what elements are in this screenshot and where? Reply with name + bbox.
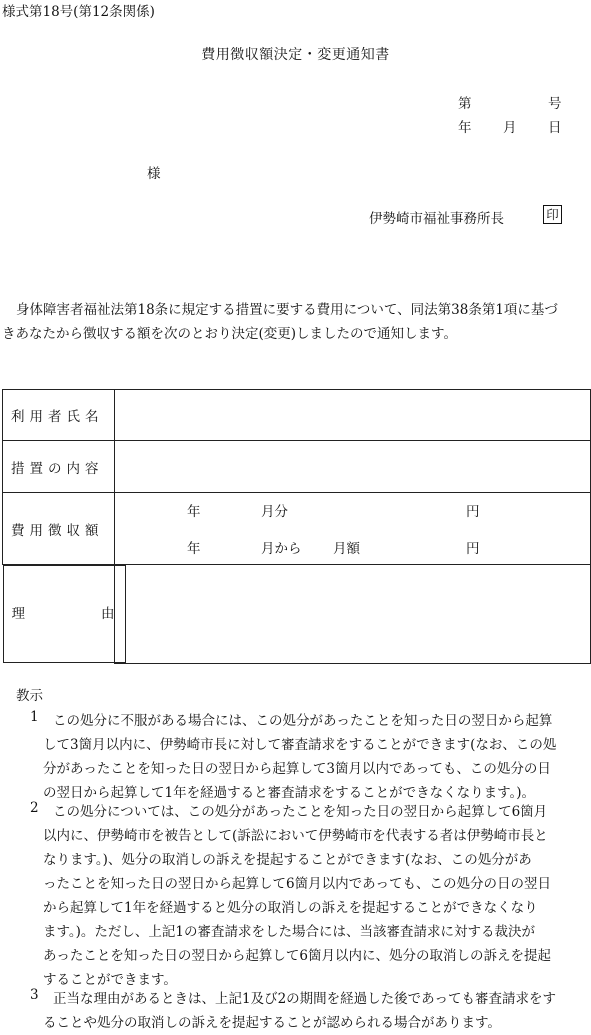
intro-line-1: 身体障害者福祉法第18条に規定する措置に要する費用について、同法第38条第1項に基づ bbox=[16, 302, 558, 318]
table-row-fee bbox=[3, 493, 591, 565]
issuer-name: 伊勢崎市福祉事務所長 bbox=[369, 211, 504, 227]
note-line: この処分については、この処分があったことを知った日の翌日から起算して6箇月 bbox=[53, 804, 548, 820]
note-line: 正当な理由があるときは、上記1及び2の期間を経過した後であっても審査請求をす bbox=[53, 991, 557, 1007]
note-number: 2 bbox=[30, 800, 39, 816]
note-line: ることや処分の取消しの訴えを提起することが認められる場合があります。 bbox=[43, 1015, 501, 1031]
fee-line1-yen: 円 bbox=[466, 504, 480, 520]
note-line: 以内に、伊勢崎市を被告として(訴訟において伊勢崎市を代表する者は伊勢崎市長と bbox=[43, 828, 548, 844]
note-line: なります。)、処分の取消しの訴えを提起することができます(なお、この処分があ bbox=[43, 852, 532, 868]
measure-content-header: 措置の内容 bbox=[3, 441, 115, 493]
reason-cell bbox=[115, 565, 591, 664]
table-row-measure bbox=[3, 441, 591, 493]
table-row-reason bbox=[3, 565, 591, 664]
note-number: 3 bbox=[30, 987, 39, 1003]
document-title: 費用徴収額決定・変更通知書 bbox=[201, 47, 390, 63]
fee-line2-monthly: 月額 bbox=[333, 541, 360, 557]
note-line: から起算して1年を経過すると処分の取消しの訴えを提起することができなくなり bbox=[43, 900, 538, 916]
fee-line1-month: 月分 bbox=[261, 504, 288, 520]
note-line: の翌日から起算して1年を経過すると審査請求をすることができなくなります。)。 bbox=[43, 785, 536, 801]
date-year-label: 年 bbox=[458, 120, 472, 136]
reason-header-char-1: 理 bbox=[11, 606, 25, 622]
note-body bbox=[43, 800, 551, 992]
note-line: あったことを知った日の翌日から起算して6箇月以内に、処分の取消しの訴えを提起 bbox=[43, 948, 551, 964]
fee-amount-cell bbox=[115, 493, 591, 565]
reason-header bbox=[3, 565, 126, 663]
date-month-label: 月 bbox=[503, 120, 517, 136]
fee-info-table bbox=[2, 389, 591, 664]
form-number-label: 様式第18号(第12条関係) bbox=[2, 4, 155, 20]
note-number: 1 bbox=[30, 709, 39, 725]
note-line: することができます。 bbox=[43, 972, 177, 988]
notes-title: 教示 bbox=[16, 688, 43, 704]
fee-amount-header: 費用徴収額 bbox=[3, 493, 115, 565]
fee-line1-year: 年 bbox=[187, 504, 201, 520]
note-line: ます。)。ただし、上記1の審査請求をした場合には、当該審査請求に対する裁決が bbox=[43, 924, 536, 940]
table-row-user bbox=[3, 390, 591, 441]
recipient-honorific: 様 bbox=[147, 166, 161, 182]
user-name-header: 利用者氏名 bbox=[3, 390, 115, 441]
reason-header-char-2: 由 bbox=[101, 606, 115, 622]
note-line: 分があったことを知った日の翌日から起算して3箇月以内であっても、この処分の日 bbox=[43, 761, 551, 777]
fee-line2-yen: 円 bbox=[466, 541, 480, 557]
fee-line2-year: 年 bbox=[187, 541, 201, 557]
note-line: この処分に不服がある場合には、この処分があったことを知った日の翌日から起算 bbox=[53, 713, 553, 729]
fee-line2-from-month: 月から bbox=[261, 541, 302, 557]
measure-content-cell bbox=[115, 441, 591, 493]
intro-line-2: きあなたから徴収する額を次のとおり決定(変更)しましたので通知します。 bbox=[2, 326, 457, 342]
document-number-suffix: 号 bbox=[548, 96, 562, 112]
note-line: ったことを知った日の翌日から起算して6箇月以内であっても、この処分の日の翌日 bbox=[43, 876, 551, 892]
document-number-prefix: 第 bbox=[458, 96, 472, 112]
seal-stamp: 印 bbox=[543, 205, 562, 224]
note-line: して3箇月以内に、伊勢崎市長に対して審査請求をすることができます(なお、この処 bbox=[43, 737, 557, 753]
note-body bbox=[43, 709, 556, 805]
intro-paragraph bbox=[2, 298, 591, 346]
date-day-label: 日 bbox=[548, 120, 562, 136]
user-name-cell bbox=[115, 390, 591, 441]
